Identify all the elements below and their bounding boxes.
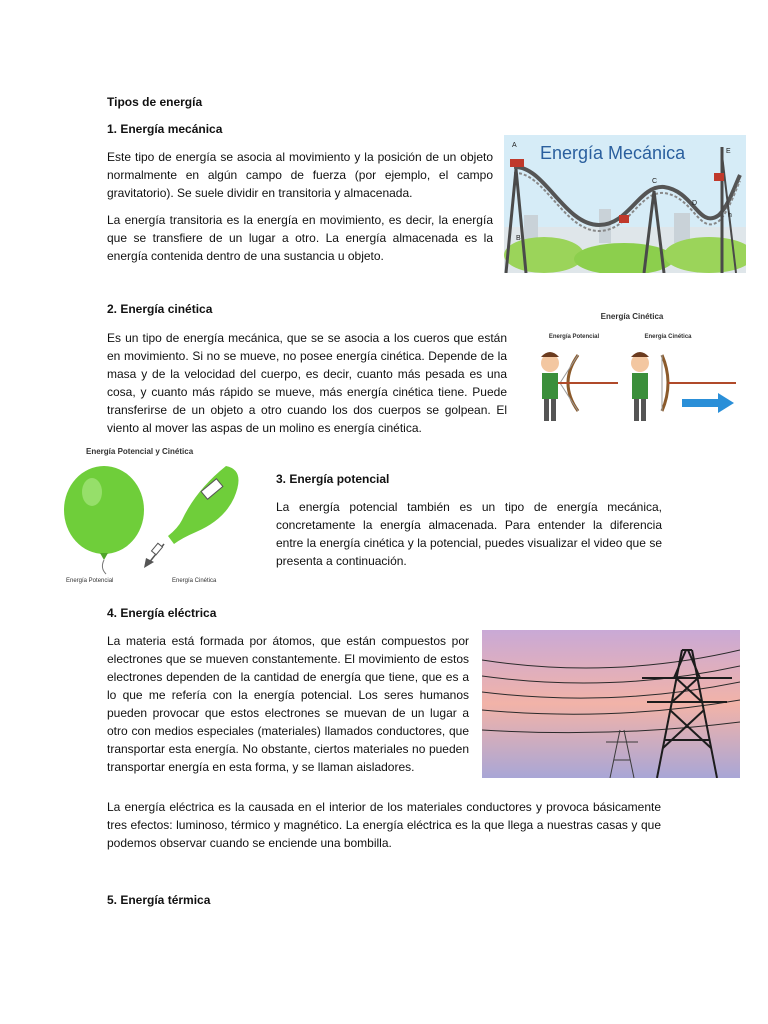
figure-potencial-right-label: Energía Cinética <box>172 578 217 584</box>
paragraph-mecanica-1: Este tipo de energía se asocia al movimiento y la posición de un objeto normalmente en algún campo de fuerza (por ejemplo, el campo gravitatorio). Se suele dividir en transitoria y almacenada. <box>107 150 493 200</box>
point-label-e: E <box>726 148 731 155</box>
figure-cinetica-title: Energía Cinética <box>600 312 664 321</box>
roller-coaster-illustration <box>504 135 746 273</box>
power-tower-photo <box>482 630 740 778</box>
paragraph-potencial: La energía potencial también es un tipo de energía mecánica, concretamente la energía almacenada. Para entender la diferencia entre la energía cinética y la potencial, puedes visualizar el video que se presenta a continuación. <box>276 500 662 568</box>
figure-energia-potencial-cinetica <box>56 440 266 592</box>
point-label-c: C <box>652 178 658 185</box>
figure-energia-electrica <box>482 630 740 778</box>
point-label-d: D <box>692 200 698 207</box>
figure-energia-mecanica <box>504 135 746 273</box>
paragraph-electrica-2: La energía eléctrica es la causada en el interior de los materiales conductores y provoca básicamente tres efectos: luminoso, térmico y magnético. La energía eléctrica es la que llega a nuestras casas y que podemos observar cuando se enciende una bombilla. <box>107 800 661 850</box>
archers-illustration <box>518 305 746 435</box>
paragraph-electrica-1: La materia está formada por átomos, que están compuestos por electrones que se mueven constantemente. El movimiento de estos electrones dependen de la cantidad de energía que tiene, que es a lo que me refería con la energía potencial. Los seres humanos pueden provocar que estos electrones se muevan de un lugar a otro con medios especiales (materiales) llamados conductores, que transportar esta energía. No obstante, ciertos materiales no pueden transportar energía en esta forma, y se llaman aisladores. <box>107 634 469 774</box>
figure-cinetica-left-label: Energía Potencial <box>548 334 600 340</box>
point-label-a: A <box>512 142 517 149</box>
figure-mecanica-title: Energía Mecánica <box>540 143 686 163</box>
heading-energia-mecanica: 1. Energía mecánica <box>107 122 223 136</box>
figure-potencial-title: Energía Potencial y Cinética <box>86 447 194 456</box>
heading-energia-potencial: 3. Energía potencial <box>276 472 390 486</box>
heading-energia-electrica: 4. Energía eléctrica <box>107 606 217 620</box>
point-label-h: h <box>728 212 732 219</box>
paragraph-cinetica: Es un tipo de energía mecánica, que se se asocia a los cueros que están en movimiento. Si no se mueve, no posee energía cinética. Depende de la masa y de la velocidad del cuerpo, es decir, cuanto más pesada es una cosa, y cuanto más rápido se mueve, más energía cinética tiene. Puede transferirse de un objeto a otro cuando los dos cuerpos se golpean. El viento al mover las aspas de un molino es energía cinética. <box>107 331 507 435</box>
figure-energia-cinetica <box>518 305 746 435</box>
heading-energia-termica: 5. Energía térmica <box>107 893 211 907</box>
balloons-illustration <box>56 440 266 592</box>
figure-cinetica-right-label: Energía Cinética <box>644 334 692 340</box>
figure-potencial-left-label: Energía Potencial <box>66 578 114 584</box>
point-label-b: B <box>516 235 521 242</box>
document-title: Tipos de energía <box>107 95 203 109</box>
heading-energia-cinetica: 2. Energía cinética <box>107 302 213 316</box>
paragraph-mecanica-2: La energía transitoria es la energía en movimiento, es decir, la energía que se transfiere de un lugar a otro. La energía almacenada es la energía contenida dentro de una sustancia u objeto. <box>107 213 493 263</box>
